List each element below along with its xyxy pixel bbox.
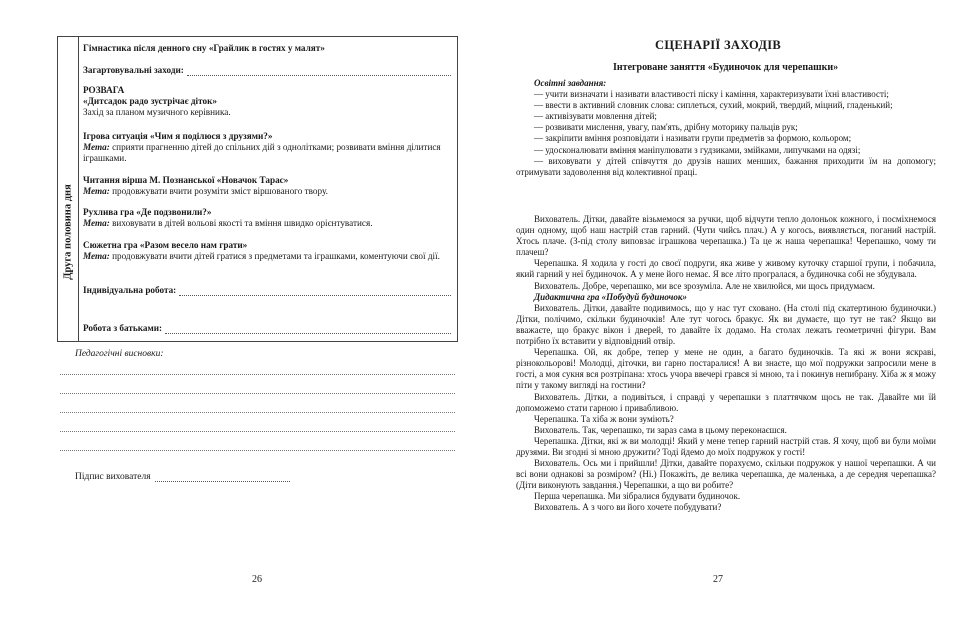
task-item: — виховувати у дітей співчуття до друзів наших менших, бажання приходити їм на допомогу; отримувати задоволення від колективної праці. (516, 155, 936, 177)
hardening-label: Загартовувальні заходи: (83, 65, 184, 75)
tasks-label: Освітні завдання: (534, 78, 607, 88)
dotted-line (60, 393, 455, 394)
fill-line (155, 473, 290, 482)
paragraph: Черепашка. Дітки, які ж ви молодці! Який у мене тепер гарний настрій став. Я хочу, щоб ви були моїми друзями. Ви згодні зі мною дружити? Тоді йдемо до моїх подружок у гості! (516, 435, 936, 457)
vertical-label: Друга половина дня (62, 184, 74, 280)
lesson-title: Інтегроване заняття «Будиночок для черепашки» (613, 62, 839, 73)
parents-work-row (83, 323, 451, 334)
task-item: — ввести в активний словник слова: сиплеться, сухий, мокрий, твердий, міцний, гладенький; (534, 100, 893, 111)
page-heading: СЦЕНАРІЇ ЗАХОДІВ (655, 38, 782, 52)
entertainment-block (83, 85, 451, 118)
fill-line (179, 287, 451, 296)
hardening-row (83, 65, 451, 76)
task-item: — учити визначати і називати властивості піску і каміння, характеризувати їхні властивості; (534, 89, 889, 100)
game-situation-block (83, 131, 451, 164)
game-situation-title: Ігрова ситуація «Чим я поділюся з друзями?» (83, 131, 273, 141)
entertainment-title: РОЗВАГА (83, 85, 125, 95)
signature-row (75, 472, 290, 482)
dotted-line (60, 450, 455, 451)
entertainment-text: Захід за планом музичного керівника. (83, 107, 231, 117)
individual-work-label: Індивідуальна робота: (83, 285, 177, 295)
goal-text: продовжувати вчити розуміти зміст віршованого твору. (109, 186, 328, 196)
conclusions-label: Педагогічні висновки: (75, 349, 164, 359)
tasks-section (516, 78, 936, 178)
paragraph: Черепашка. Ой, як добре, тепер у мене не один, а багато будиночків. Та які ж вони яскраві, різнокольорові! Молодці, діточки, ви гарно постаралися! А ви знаєте, що мої подружки запросили мене в гості, а моя сукня вся розтріпана: хтось учора ввечері грався зі мною, та і покинув непибрану. Хіба ж я можу піти у такому вигляді на гостини? (516, 347, 936, 391)
task-item: — активізувати мовлення дітей; (534, 111, 657, 122)
paragraph: Вихователь. Добре, черепашко, ми все зрозуміла. Але не хвилюйся, ми щось придумаєм. (534, 280, 875, 291)
paragraph: Вихователь. Так, черепашко, ти зараз сама в цьому переконаєшся. (534, 424, 787, 435)
dotted-line (60, 374, 455, 375)
fill-line (187, 67, 451, 76)
mobile-game-block (83, 207, 451, 229)
dialogue-section (516, 214, 936, 514)
reading-title: Читання вірша М. Познанської «Новачок Тарас» (83, 175, 289, 185)
plan-table (57, 36, 458, 342)
mobile-game-title: Рухлива гра «Де подзвонили?» (83, 207, 212, 217)
goal-label: Мета: (83, 142, 110, 152)
entertainment-subtitle: «Дитсадок радо зустрічає діток» (83, 96, 217, 106)
fill-line (165, 325, 451, 334)
dotted-line (60, 412, 455, 413)
paragraph: Вихователь. Дітки, а подивіться, і справді у черепашки з платтячком щось не так. Давайте ми їй допоможемо стати гарною і привабливою. (516, 391, 936, 413)
story-game-title: Сюжетна гра «Разом весело нам грати» (83, 240, 248, 250)
task-item: — розвивати мислення, увагу, пам'ять, дрібну моторику пальців рук; (534, 122, 798, 133)
game-title: Дидактична гра «Побудуй будиночок» (534, 291, 687, 302)
vertical-label-column (58, 37, 79, 341)
goal-text: продовжувати вчити дітей гратися з предметами та іграшками, коментуючи свої дії. (109, 251, 440, 261)
goal-text: виховувати в дітей вольові якості та вміння швидко орієнтуватися. (109, 218, 373, 228)
story-game-block (83, 240, 451, 262)
reading-block (83, 175, 451, 197)
page-number: 27 (713, 574, 723, 585)
paragraph: Вихователь. Ось ми і прийшли! Дітки, давайте порахуємо, скільки подружок у нашої черепашки. А чи всі вони однакові за розміром? (Ні.) Покажіть, де велика черепашка, де маленька, а де середня черепашка? (Діти виконують завдання.) Черепашки, а що ви робите? (516, 458, 936, 491)
page-number: 26 (252, 574, 262, 585)
parents-work-label: Робота з батьками: (83, 323, 163, 333)
task-item: — закріпити вміння розповідати і називати групи предметів за формою, кольором; (534, 133, 852, 144)
signature-label: Підпис вихователя (75, 472, 151, 482)
goal-label: Мета: (83, 218, 110, 228)
goal-label: Мета: (83, 251, 110, 261)
paragraph: Черепашка. Та хіба ж вони зуміють? (534, 413, 674, 424)
individual-work-row (83, 285, 451, 296)
paragraph: Вихователь. Дітки, давайте візьмемося за ручки, щоб відчути тепло долоньок кожного, і посміхнемося один одному, щоб наш настрій став гарний. (Чути чийсь плач.) А у когось, виявляється, поганий настрій. Хтось плаче. (З-під столу виповзає іграшкова черепашка.) Та це ж наша черепашка! Черепашко, чому ти плачеш? (516, 214, 936, 258)
paragraph: Перша черепашка. Ми зібралися будувати будиночок. (534, 491, 741, 502)
paragraph: Вихователь. А з чого ви його хочете побудувати? (534, 502, 722, 513)
paragraph: Черепашка. Я ходила у гості до своєї подруги, яка живе у живому куточку старшої групи, і побачила, який гарний у неї будиночок. А у мене його немає. Я все літо програлася, а будиночка собі не збудувала. (516, 258, 936, 280)
right-page (485, 0, 970, 624)
goal-text: сприяти прагненню дітей до спільних дій з однолітками; розвивати вміння ділитися іграшками. (83, 142, 441, 163)
task-item: — удосконалювати вміння маніпулювати з гудзиками, змійками, липучками на одязі; (534, 144, 861, 155)
dotted-line (60, 431, 455, 432)
gymnastics-title: Гімнастика після денного сну «Грайлик в гостях у малят» (83, 43, 325, 53)
goal-label: Мета: (83, 186, 110, 196)
paragraph: Вихователь. Дітки, давайте подивимось, що у нас тут сховано. (На столі під скатертиною будиночки.) Дітки, полічимо, скільки будиночків! Але тут чогось бракує. Як ви думаєте, що тут не так? Якщо ви вважаєте, що бракує вікон і дверей, то давайте їх додамо. На столах лежать геометричні фігури. Вам потрібно їх вставити у відповідний отвір. (516, 302, 936, 347)
